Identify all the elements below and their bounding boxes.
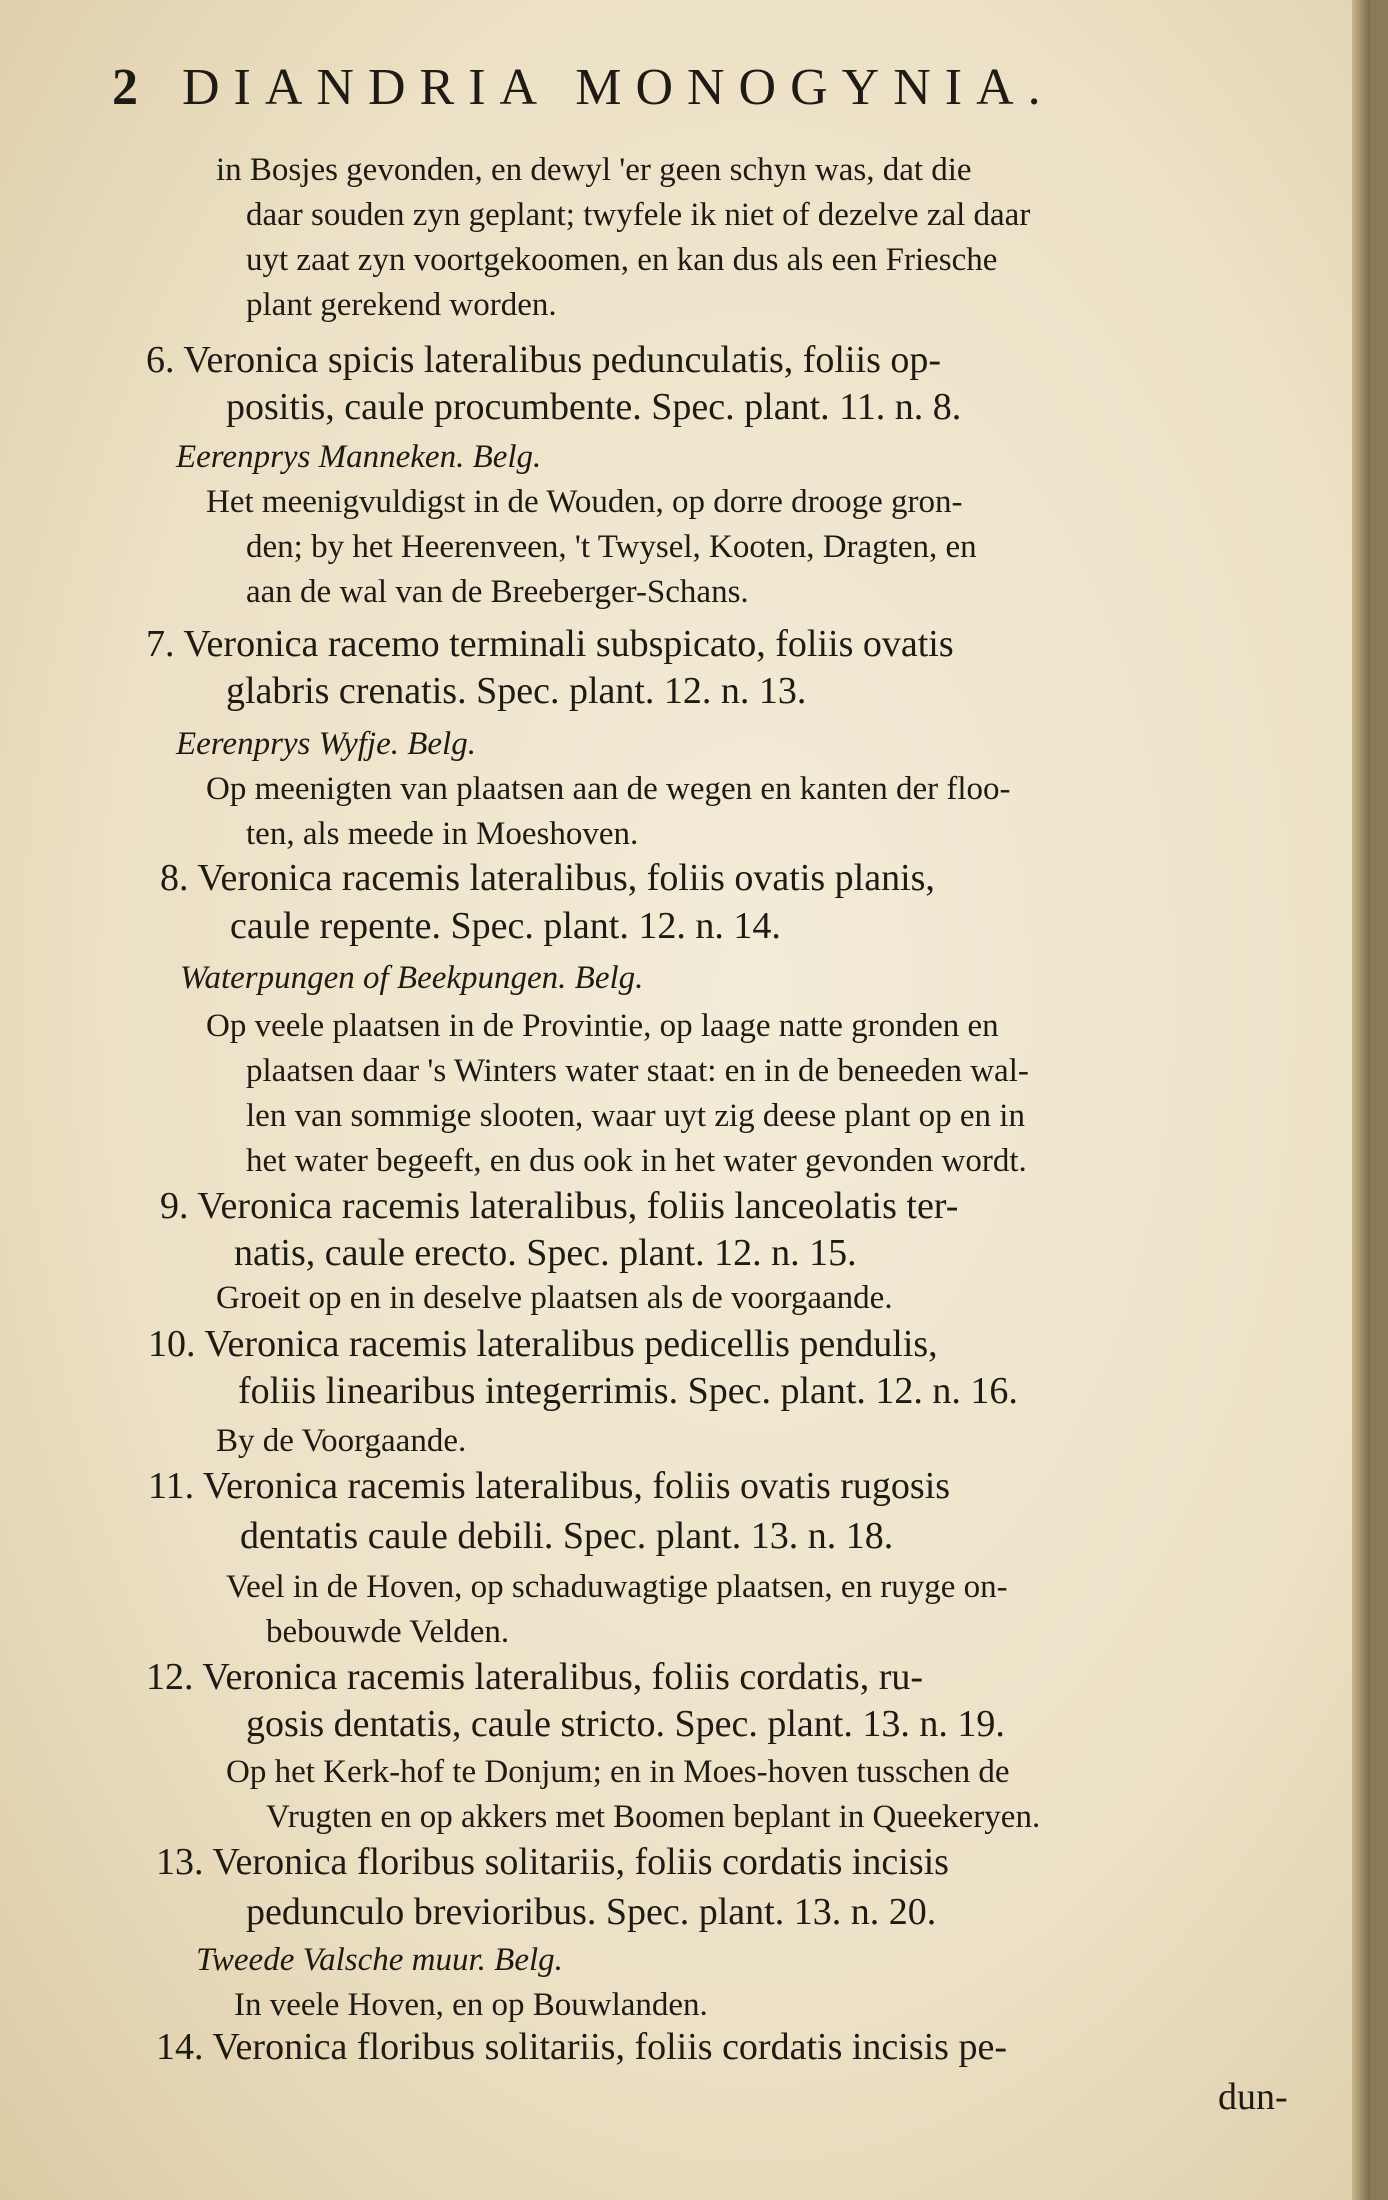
habitat-text: bebouwde Velden. [266, 1614, 510, 1650]
habitat-text: By de Voorgaande. [216, 1423, 467, 1459]
habitat-text: Veel in de Hoven, op schaduwagtige plaatsen, en ruyge on- [226, 1569, 1008, 1605]
species-entry-cont: natis, caule erecto. Spec. plant. 12. n. 15. [234, 1232, 857, 1274]
species-entry: 9. Veronica racemis lateralibus, foliis lanceolatis ter- [160, 1185, 959, 1227]
page-header [112, 58, 1272, 138]
vernacular-name: Eerenprys Manneken. Belg. [176, 439, 542, 475]
species-entry-cont: caule repente. Spec. plant. 12. n. 14. [230, 905, 781, 947]
habitat-text: Op het Kerk-hof te Donjum; en in Moes-hoven tusschen de [226, 1754, 1010, 1790]
habitat-text: len van sommige slooten, waar uyt zig deese plant op en in [246, 1098, 1025, 1134]
habitat-text: aan de wal van de Breeberger-Schans. [246, 574, 749, 610]
catchword: dun- [1218, 2076, 1288, 2118]
species-entry: 12. Veronica racemis lateralibus, foliis cordatis, ru- [146, 1656, 923, 1698]
species-entry: 10. Veronica racemis lateralibus pedicellis pendulis, [148, 1323, 938, 1365]
text-line: daar souden zyn geplant; twyfele ik niet of dezelve zal daar [246, 197, 1031, 233]
habitat-text: Groeit op en in deselve plaatsen als de voorgaande. [216, 1280, 893, 1316]
habitat-text: ten, als meede in Moeshoven. [246, 816, 639, 852]
species-entry: 6. Veronica spicis lateralibus pedunculatis, foliis op- [146, 339, 942, 381]
species-entry-cont: positis, caule procumbente. Spec. plant. 11. n. 8. [226, 386, 962, 428]
species-entry-cont: glabris crenatis. Spec. plant. 12. n. 13. [226, 670, 807, 712]
species-entry: 8. Veronica racemis lateralibus, foliis ovatis planis, [160, 857, 935, 899]
habitat-text: In veele Hoven, en op Bouwlanden. [234, 1987, 708, 2023]
text-line: in Bosjes gevonden, en dewyl 'er geen schyn was, dat die [216, 152, 972, 188]
habitat-text: Vrugten en op akkers met Boomen beplant in Queekeryen. [266, 1799, 1041, 1835]
text-line: plant gerekend worden. [246, 287, 557, 323]
species-entry: 14. Veronica floribus solitariis, foliis cordatis incisis pe- [156, 2026, 1007, 2068]
species-entry-cont: pedunculo brevioribus. Spec. plant. 13. n. 20. [246, 1891, 937, 1933]
species-entry-cont: foliis linearibus integerrimis. Spec. plant. 12. n. 16. [238, 1370, 1018, 1412]
species-entry: 7. Veronica racemo terminali subspicato, foliis ovatis [146, 623, 954, 665]
species-entry-cont: gosis dentatis, caule stricto. Spec. plant. 13. n. 19. [246, 1703, 1005, 1745]
species-entry-cont: dentatis caule debili. Spec. plant. 13. n. 18. [240, 1515, 894, 1557]
habitat-text: Het meenigvuldigst in de Wouden, op dorre drooge gron- [206, 484, 963, 520]
vernacular-name: Eerenprys Wyfje. Belg. [176, 726, 476, 762]
species-entry: 13. Veronica floribus solitariis, foliis cordatis incisis [156, 1841, 949, 1883]
habitat-text: Op meenigten van plaatsen aan de wegen en kanten der floo- [206, 771, 1011, 807]
habitat-text: het water begeeft, en dus ook in het water gevonden wordt. [246, 1143, 1027, 1179]
page-number: 2 [112, 59, 138, 116]
vernacular-name: Waterpungen of Beekpungen. Belg. [180, 960, 644, 996]
habitat-text: plaatsen daar 's Winters water staat: en in de beneeden wal- [246, 1053, 1029, 1089]
habitat-text: Op veele plaatsen in de Provintie, op laage natte gronden en [206, 1008, 999, 1044]
text-line: uyt zaat zyn voortgekoomen, en kan dus als een Friesche [246, 242, 998, 278]
vernacular-name: Tweede Valsche muur. Belg. [196, 1942, 563, 1978]
habitat-text: den; by het Heerenveen, 't Twysel, Kooten, Dragten, en [246, 529, 977, 565]
page-edge [1352, 0, 1370, 2200]
species-entry: 11. Veronica racemis lateralibus, foliis ovatis rugosis [148, 1465, 951, 1507]
running-title: DIANDRIA MONOGYNIA. [182, 59, 1055, 116]
